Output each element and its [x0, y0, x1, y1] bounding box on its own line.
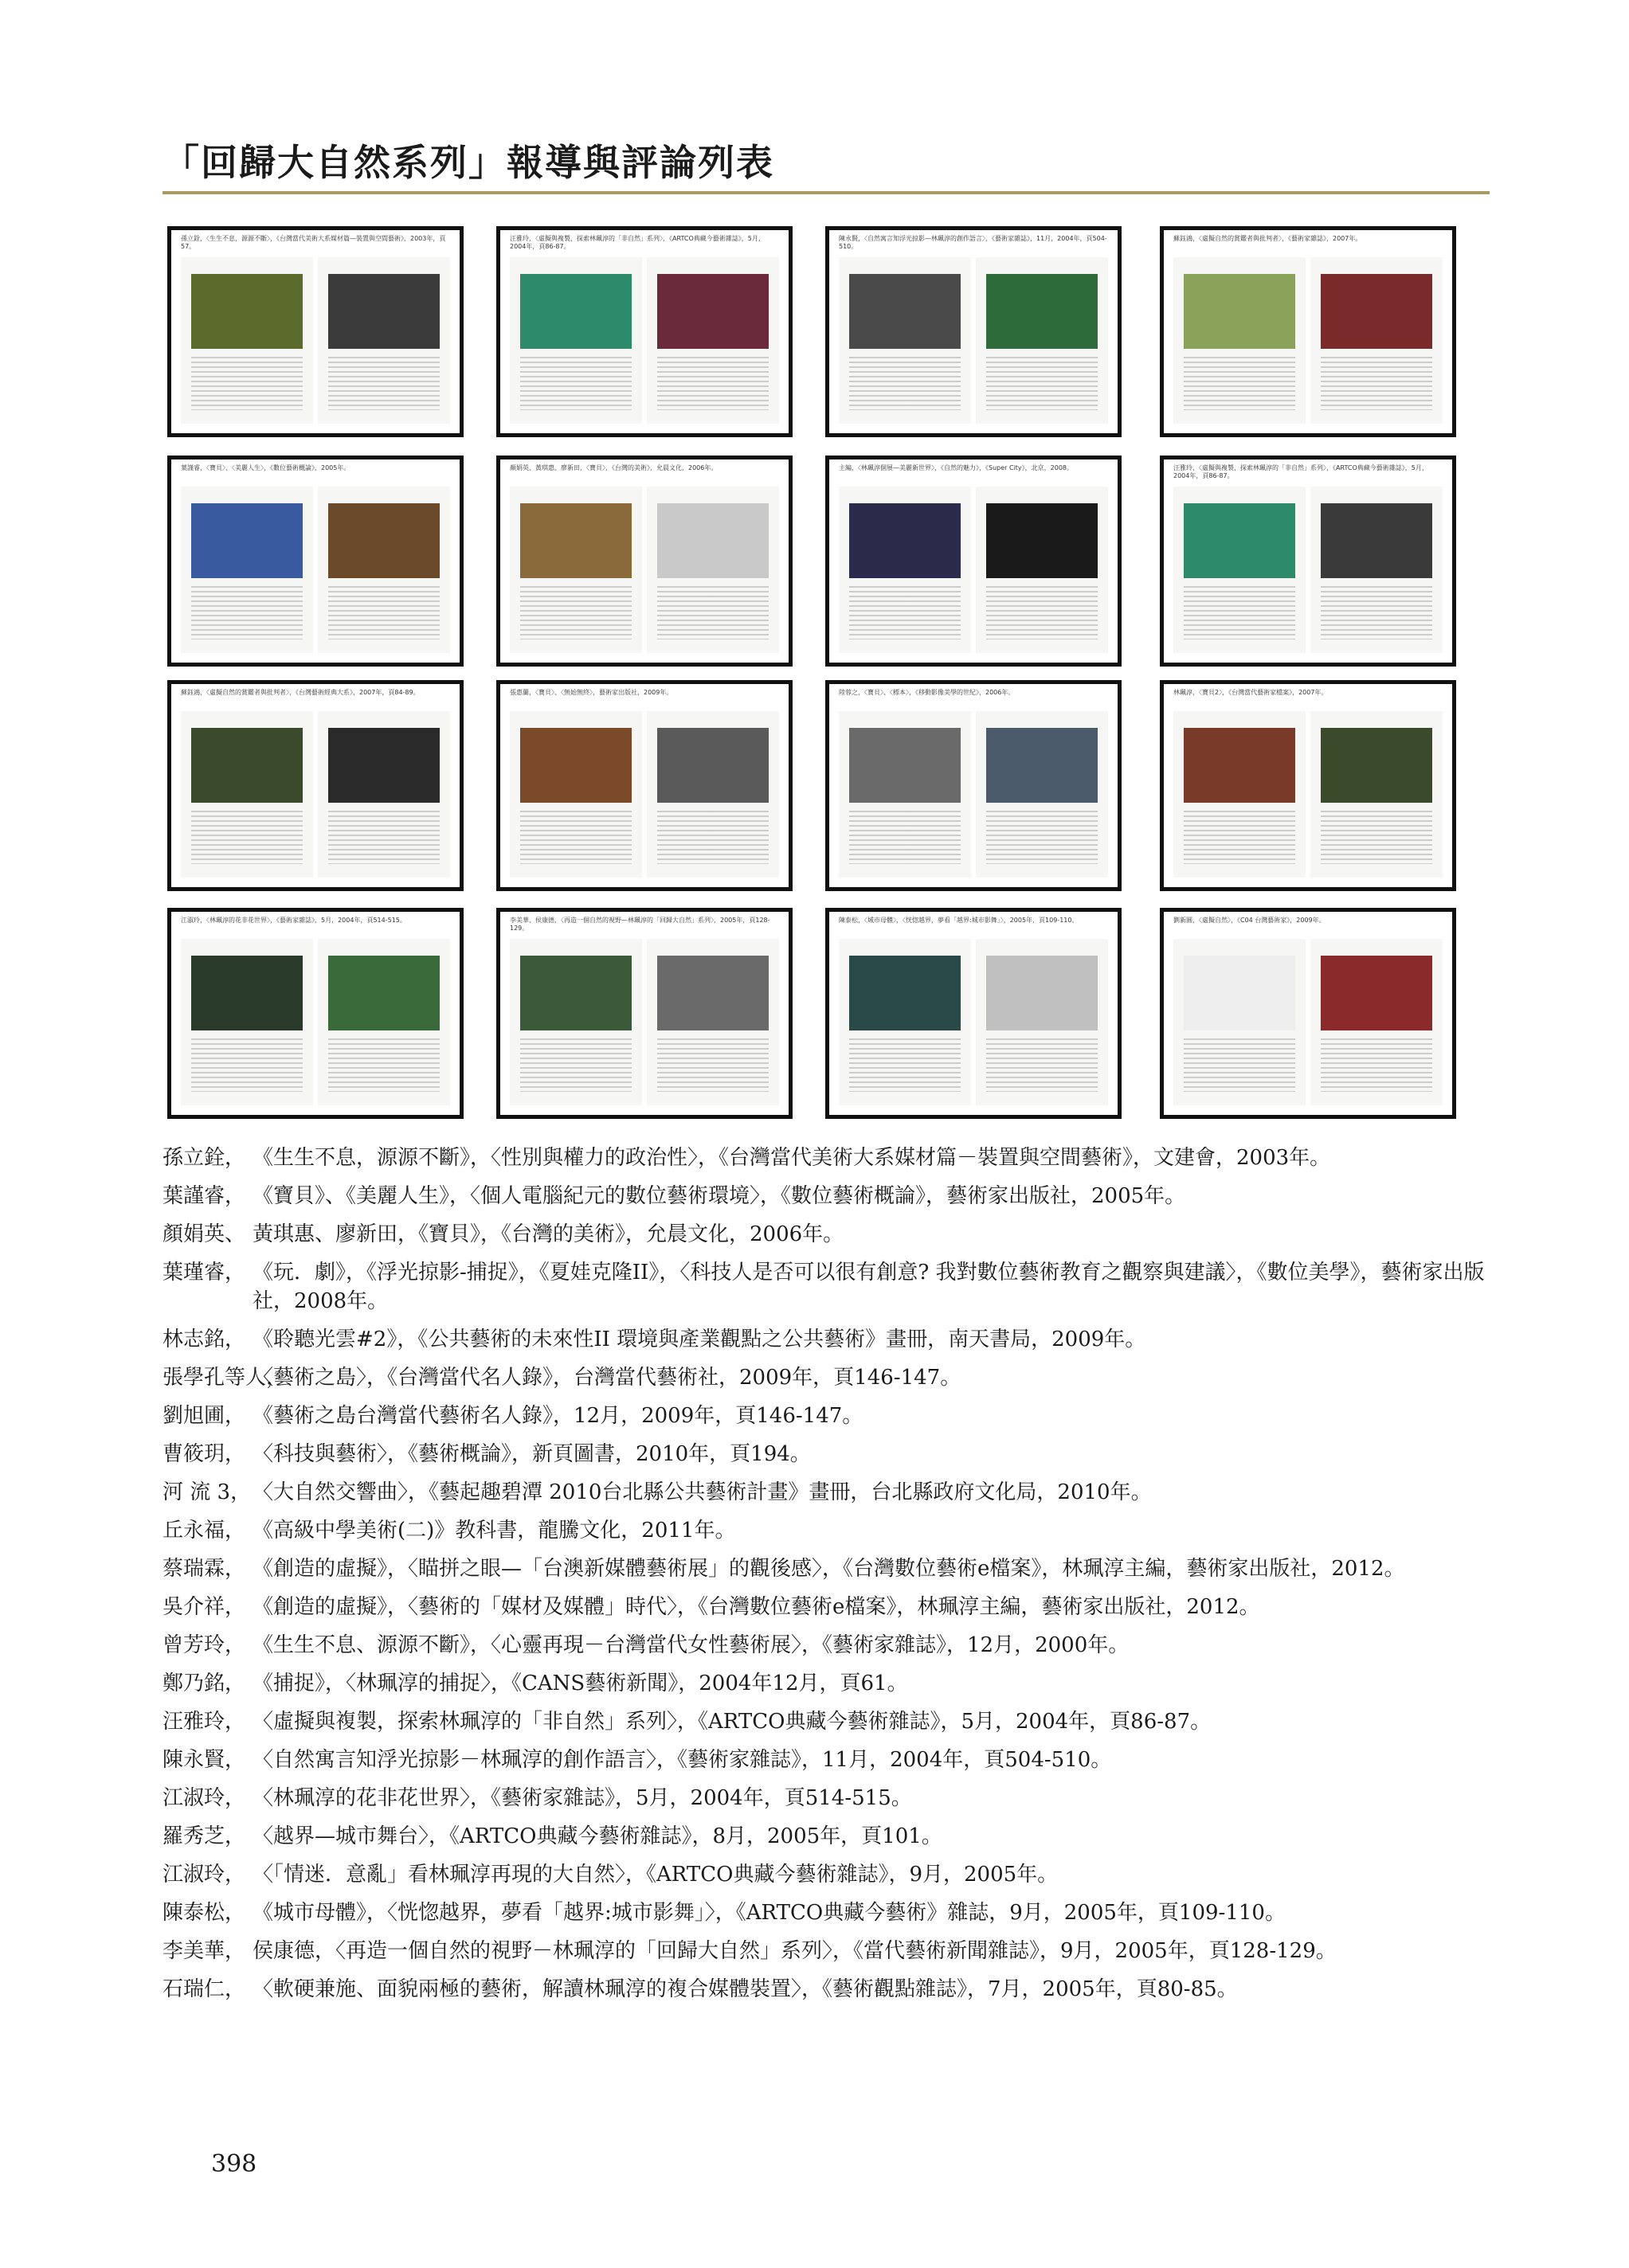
reference-entry: [163, 1669, 1490, 1698]
magazine-spread: [839, 711, 1108, 878]
artwork-photo: [520, 503, 631, 578]
text-lines: [849, 357, 960, 410]
reference-text: 〈越界—城市舞台〉，《ARTCO典藏今藝術雜誌》，8月，2005年，頁101。: [253, 1824, 942, 1848]
reference-author: 顏娟英、: [163, 1222, 246, 1246]
text-lines: [1184, 586, 1294, 639]
spread-page: [1310, 487, 1443, 653]
article-thumbnail: [496, 226, 793, 437]
thumbnail-caption: 孫立銓，〈生生不息，源源不斷〉，《台灣當代美術大系媒材篇—裝置與空間藝術》，2003年，頁57。: [181, 235, 446, 250]
reference-text: 黃琪惠、廖新田，《寶貝》，《台灣的美術》，允晨文化，2006年。: [253, 1222, 844, 1246]
text-lines: [986, 586, 1097, 639]
artwork-photo: [986, 728, 1097, 803]
magazine-spread: [181, 257, 450, 424]
text-lines: [520, 811, 631, 864]
article-thumbnail: [167, 456, 464, 667]
artwork-photo: [657, 503, 768, 578]
reference-entry: [163, 1516, 1490, 1545]
spread-page: [1173, 939, 1306, 1105]
reference-entry: [163, 1707, 1490, 1736]
reference-entry: [163, 1554, 1490, 1583]
thumbnail-caption: 汪雅玲，〈虛擬與複製，探索林珮淳的「非自然」系列〉，《ARTCO典藏今藝術雜誌》，5月，2004年，頁86-87。: [510, 235, 765, 250]
thumbnail-caption: 汪雅玲，〈虛擬與複製，探索林珮淳的「非自然」系列〉，《ARTCO典藏今藝術雜誌》，5月，2004年，頁86-87。: [1173, 464, 1428, 479]
thumbnail-caption: 顏娟英、黃琪惠、廖新田，〈寶貝〉，《台灣的美術》，允晨文化，2006年。: [510, 464, 718, 471]
artwork-photo: [1184, 728, 1294, 803]
artwork-photo: [1184, 503, 1294, 578]
reference-entry: [163, 1402, 1490, 1430]
article-thumbnail: [1160, 680, 1456, 891]
text-lines: [849, 1038, 960, 1092]
reference-text: 〈軟硬兼施、面貌兩極的藝術，解讀林珮淳的複合媒體裝置〉，《藝術觀點雜誌》，7月，2005年，頁80-85。: [253, 1977, 1238, 2001]
spread-page: [318, 487, 450, 653]
article-thumbnail: [825, 680, 1122, 891]
reference-text: 《捕捉》，〈林珮淳的捕捉〉，《CANS藝術新聞》，2004年12月，頁61。: [253, 1672, 908, 1695]
text-lines: [986, 1038, 1097, 1092]
artwork-photo: [328, 956, 439, 1030]
reference-entry: [163, 1220, 1490, 1249]
artwork-photo: [986, 274, 1097, 349]
article-thumbnail: [1160, 226, 1456, 437]
text-lines: [849, 586, 960, 639]
artwork-photo: [1184, 956, 1294, 1030]
magazine-spread: [839, 939, 1108, 1105]
thumbnail-caption: 林珮淳，〈寶貝2〉，《台灣當代藝術家檔案》，2007年。: [1173, 689, 1328, 696]
reference-entry: [163, 1478, 1490, 1507]
magazine-spread: [510, 939, 779, 1105]
reference-entry: [163, 1975, 1490, 2004]
reference-entry: [163, 1258, 1490, 1316]
reference-author: 羅秀芝，: [163, 1824, 246, 1848]
reference-author: 河 流 3，: [163, 1480, 252, 1504]
spread-page: [1173, 487, 1306, 653]
reference-author: 陳泰松，: [163, 1901, 246, 1925]
reference-text: 《寶貝》、《美麗人生》，〈個人電腦紀元的數位藝術環境〉，《數位藝術概論》，藝術家出版社，2005年。: [253, 1184, 1186, 1208]
reference-text: 《創造的虛擬》，〈藝術的「媒材及媒體」時代〉，《台灣數位藝術e檔案》，林珮淳主編，藝術家出版社，2012。: [253, 1595, 1260, 1619]
reference-author: 丘永福，: [163, 1519, 246, 1543]
artwork-photo: [657, 274, 768, 349]
reference-text: 《玩．劇》，《浮光掠影-捕捉》，《夏娃克隆II》，〈科技人是否可以很有創意? 我對數位藝術教育之觀察與建議〉，《數位美學》，藝術家出版社，2008年。: [253, 1261, 1485, 1313]
artwork-photo: [191, 503, 302, 578]
page-title: 「回歸大自然系列」報導與評論列表: [163, 141, 774, 184]
spread-page: [1173, 711, 1306, 878]
reference-text: 《藝術之島台灣當代藝術名人錄》，12月，2009年，頁146-147。: [253, 1404, 863, 1428]
text-lines: [986, 811, 1097, 864]
artwork-photo: [191, 728, 302, 803]
reference-text: 〈虛擬與複製，探索林珮淳的「非自然」系列〉，《ARTCO典藏今藝術雜誌》，5月，2004年，頁86-87。: [253, 1710, 1212, 1734]
text-lines: [1184, 811, 1294, 864]
spread-page: [181, 939, 313, 1105]
reference-entry: [163, 1440, 1490, 1468]
artwork-photo: [328, 503, 439, 578]
spread-page: [1310, 711, 1443, 878]
spread-page: [976, 711, 1108, 878]
text-lines: [657, 586, 768, 639]
reference-author: 李美華，: [163, 1939, 246, 1963]
magazine-spread: [839, 257, 1108, 424]
reference-entry: [163, 1325, 1490, 1354]
text-lines: [191, 586, 302, 639]
thumbnail-caption: 江淑玲，〈林珮淳的花非花世界〉，《藝術家雜誌》，5月，2004年，頁514-515。: [181, 917, 406, 924]
reference-text: 〈林珮淳的花非花世界〉，《藝術家雜誌》，5月，2004年，頁514-515。: [253, 1786, 912, 1810]
reference-text: 《生生不息、源源不斷》，〈心靈再現－台灣當代女性藝術展〉，《藝術家雜誌》，12月，2000年。: [253, 1633, 1130, 1657]
artwork-photo: [328, 728, 439, 803]
reference-author: 曹筱玥，: [163, 1442, 246, 1466]
artwork-photo: [1321, 274, 1431, 349]
text-lines: [191, 811, 302, 864]
spread-page: [1310, 257, 1443, 424]
text-lines: [328, 586, 439, 639]
reference-text: 《城市母體》，〈恍惚越界，夢看「越界:城市影舞」〉，《ARTCO典藏今藝術》雜誌，9月，2005年，頁109-110。: [253, 1901, 1286, 1925]
magazine-spread: [181, 939, 450, 1105]
spread-page: [976, 939, 1108, 1105]
reference-entry: [163, 1144, 1490, 1172]
spread-page: [839, 711, 971, 878]
spread-page: [647, 487, 779, 653]
artwork-photo: [1184, 274, 1294, 349]
text-lines: [986, 357, 1097, 410]
text-lines: [328, 811, 439, 864]
thumbnail-caption: 葉謹睿，〈寶貝〉、〈美麗人生〉，《數位藝術概論》，2005年。: [181, 464, 350, 471]
spread-page: [181, 257, 313, 424]
article-thumbnail: [1160, 908, 1456, 1119]
reference-author: 張學孔等人，: [163, 1366, 288, 1390]
reference-text: 〈自然寓言知浮光掠影－林珮淳的創作語言〉，《藝術家雜誌》，11月，2004年，頁504-510。: [253, 1748, 1112, 1772]
article-thumbnail: [496, 456, 793, 667]
artwork-photo: [986, 956, 1097, 1030]
magazine-spread: [1173, 939, 1443, 1105]
text-lines: [328, 1038, 439, 1092]
text-lines: [657, 811, 768, 864]
text-lines: [520, 586, 631, 639]
article-thumbnail: [167, 226, 464, 437]
spread-page: [318, 711, 450, 878]
reference-author: 林志銘，: [163, 1328, 246, 1351]
spread-page: [647, 711, 779, 878]
artwork-photo: [849, 274, 960, 349]
reference-entry: [163, 1898, 1490, 1927]
reference-author: 葉謹睿，: [163, 1184, 246, 1208]
spread-page: [510, 487, 642, 653]
spread-page: [647, 939, 779, 1105]
text-lines: [1321, 1038, 1431, 1092]
artwork-photo: [657, 728, 768, 803]
spread-page: [181, 487, 313, 653]
reference-text: 《聆聽光雲#2》，《公共藝術的未來性II 環境與產業觀點之公共藝術》畫冊，南天書局，2009年。: [253, 1328, 1146, 1351]
magazine-spread: [1173, 257, 1443, 424]
spread-page: [510, 711, 642, 878]
thumbnail-caption: 劉新圓，〈虛擬自然〉，《C04 台灣藝術家》，2009年。: [1173, 917, 1326, 924]
artwork-photo: [657, 956, 768, 1030]
reference-entry: [163, 1784, 1490, 1812]
reference-author: 江淑玲，: [163, 1786, 246, 1810]
reference-author: 鄭乃銘，: [163, 1672, 246, 1695]
article-thumbnail: [496, 908, 793, 1119]
reference-author: 蔡瑞霖，: [163, 1557, 246, 1581]
reference-author: 吳介祥，: [163, 1595, 246, 1619]
spread-page: [839, 257, 971, 424]
spread-page: [318, 939, 450, 1105]
text-lines: [191, 1038, 302, 1092]
article-thumbnail: [825, 908, 1122, 1119]
magazine-spread: [510, 257, 779, 424]
reference-text: 侯康德，〈再造一個自然的視野－林珮淳的「回歸大自然」系列〉，《當代藝術新聞雜誌》，9月，2005年，頁128-129。: [253, 1939, 1337, 1963]
thumbnail-caption: 蘇鈺鴻，〈虛擬自然的賞鑑者與批判者〉，《藝術家雜誌》，2007年。: [1173, 235, 1362, 242]
spread-page: [318, 257, 450, 424]
artwork-photo: [520, 956, 631, 1030]
reference-entry: [163, 1937, 1490, 1965]
reference-text: 《高級中學美術(二)》教科書，龍騰文化，2011年。: [253, 1519, 736, 1543]
article-thumbnail: [825, 226, 1122, 437]
reference-text: 〈大自然交響曲〉，《藝起趣碧潭 2010台北縣公共藝術計畫》畫冊，台北縣政府文化局，2010年。: [253, 1480, 1152, 1504]
reference-entry: [163, 1746, 1490, 1774]
text-lines: [191, 357, 302, 410]
thumbnail-caption: 陸蓉之，〈寶貝〉、〈標本〉，《移動影像美學的世紀》，2006年。: [839, 689, 1015, 696]
spread-page: [647, 257, 779, 424]
reference-entry: [163, 1860, 1490, 1889]
artwork-photo: [520, 728, 631, 803]
artwork-photo: [849, 503, 960, 578]
text-lines: [1321, 811, 1431, 864]
reference-text: 《生生不息，源源不斷》，〈性別與權力的政治性〉，《台灣當代美術大系媒材篇－裝置與空間藝術》，文建會，2003年。: [253, 1146, 1331, 1170]
artwork-photo: [191, 274, 302, 349]
text-lines: [1184, 357, 1294, 410]
reference-author: 劉旭圃，: [163, 1404, 246, 1428]
artwork-photo: [328, 274, 439, 349]
magazine-spread: [510, 711, 779, 878]
spread-page: [839, 487, 971, 653]
page-number: 398: [211, 2150, 257, 2178]
article-thumbnail: [167, 680, 464, 891]
article-thumbnail: [167, 908, 464, 1119]
reference-author: 石瑞仁，: [163, 1977, 246, 2001]
thumbnail-caption: 陳泰松，〈城市母體〉，〈恍惚越界，夢看「越界:城市影舞」〉，2005年，頁109-110。: [839, 917, 1079, 924]
title-rule: [163, 191, 1490, 194]
article-thumbnail: [825, 456, 1122, 667]
artwork-photo: [1321, 956, 1431, 1030]
spread-page: [181, 711, 313, 878]
text-lines: [657, 1038, 768, 1092]
text-lines: [520, 357, 631, 410]
reference-author: 曾芳玲，: [163, 1633, 246, 1657]
text-lines: [849, 811, 960, 864]
thumbnail-caption: 主編，〈林珮淳個展—美麗新世界〉，《自然的魅力》，《Super City》，北京，2008。: [839, 464, 1074, 471]
thumbnail-caption: 陳永賢，〈自然寓言知浮光掠影—林珮淳的創作語言〉，《藝術家雜誌》，11月，2004年，頁504-510。: [839, 235, 1107, 250]
thumbnail-caption: 李美華、侯康德，〈再造一個自然的視野—林珮淳的「回歸大自然」系列〉，2005年，頁128-129。: [510, 917, 770, 932]
text-lines: [328, 357, 439, 410]
magazine-spread: [510, 487, 779, 653]
article-thumbnail: [1160, 456, 1456, 667]
artwork-photo: [849, 956, 960, 1030]
text-lines: [1184, 1038, 1294, 1092]
text-lines: [657, 357, 768, 410]
magazine-spread: [1173, 711, 1443, 878]
magazine-spread: [1173, 487, 1443, 653]
thumbnail-caption: 張惠蘭，〈寶貝〉、〈無始無終〉，藝術家出版社，2009年。: [510, 689, 673, 696]
artwork-photo: [986, 503, 1097, 578]
reference-list: [163, 1144, 1490, 2013]
spread-page: [976, 487, 1108, 653]
reference-author: 葉瑾睿，: [163, 1261, 246, 1285]
reference-text: 〈「情迷．意亂」看林珮淳再現的大自然〉，《ARTCO典藏今藝術雜誌》，9月，2005年。: [253, 1863, 1059, 1887]
spread-page: [1173, 257, 1306, 424]
text-lines: [520, 1038, 631, 1092]
reference-text: 《創造的虛擬》，〈瞄拼之眼—「台澳新媒體藝術展」的觀後感〉，《台灣數位藝術e檔案》，林珮淳主編，藝術家出版社，2012。: [253, 1557, 1405, 1581]
text-lines: [1321, 357, 1431, 410]
spread-page: [976, 257, 1108, 424]
artwork-photo: [849, 728, 960, 803]
reference-entry: [163, 1631, 1490, 1660]
spread-page: [510, 257, 642, 424]
reference-text: 〈藝術之島〉，《台灣當代名人錄》，台灣當代藝術社，2009年，頁146-147。: [253, 1366, 961, 1390]
artwork-photo: [1321, 503, 1431, 578]
spread-page: [510, 939, 642, 1105]
thumbnail-caption: 蘇鈺鴻，〈虛擬自然的賞鑑者與批判者〉，《台灣藝術經典大系》，2007年，頁84-89。: [181, 689, 420, 696]
magazine-spread: [181, 487, 450, 653]
magazine-spread: [181, 711, 450, 878]
reference-entry: [163, 1363, 1490, 1392]
text-lines: [1321, 586, 1431, 639]
reference-entry: [163, 1822, 1490, 1851]
article-thumbnail: [496, 680, 793, 891]
reference-author: 汪雅玲，: [163, 1710, 246, 1734]
artwork-photo: [1321, 728, 1431, 803]
magazine-spread: [839, 487, 1108, 653]
reference-author: 江淑玲，: [163, 1863, 246, 1887]
thumbnail-grid: [163, 223, 1490, 1123]
spread-page: [1310, 939, 1443, 1105]
reference-text: 〈科技與藝術〉，《藝術概論》，新頁圖書，2010年，頁194。: [253, 1442, 811, 1466]
spread-page: [839, 939, 971, 1105]
artwork-photo: [520, 274, 631, 349]
reference-author: 陳永賢，: [163, 1748, 246, 1772]
reference-author: 孫立銓，: [163, 1146, 246, 1170]
reference-entry: [163, 1182, 1490, 1210]
reference-entry: [163, 1593, 1490, 1621]
artwork-photo: [191, 956, 302, 1030]
